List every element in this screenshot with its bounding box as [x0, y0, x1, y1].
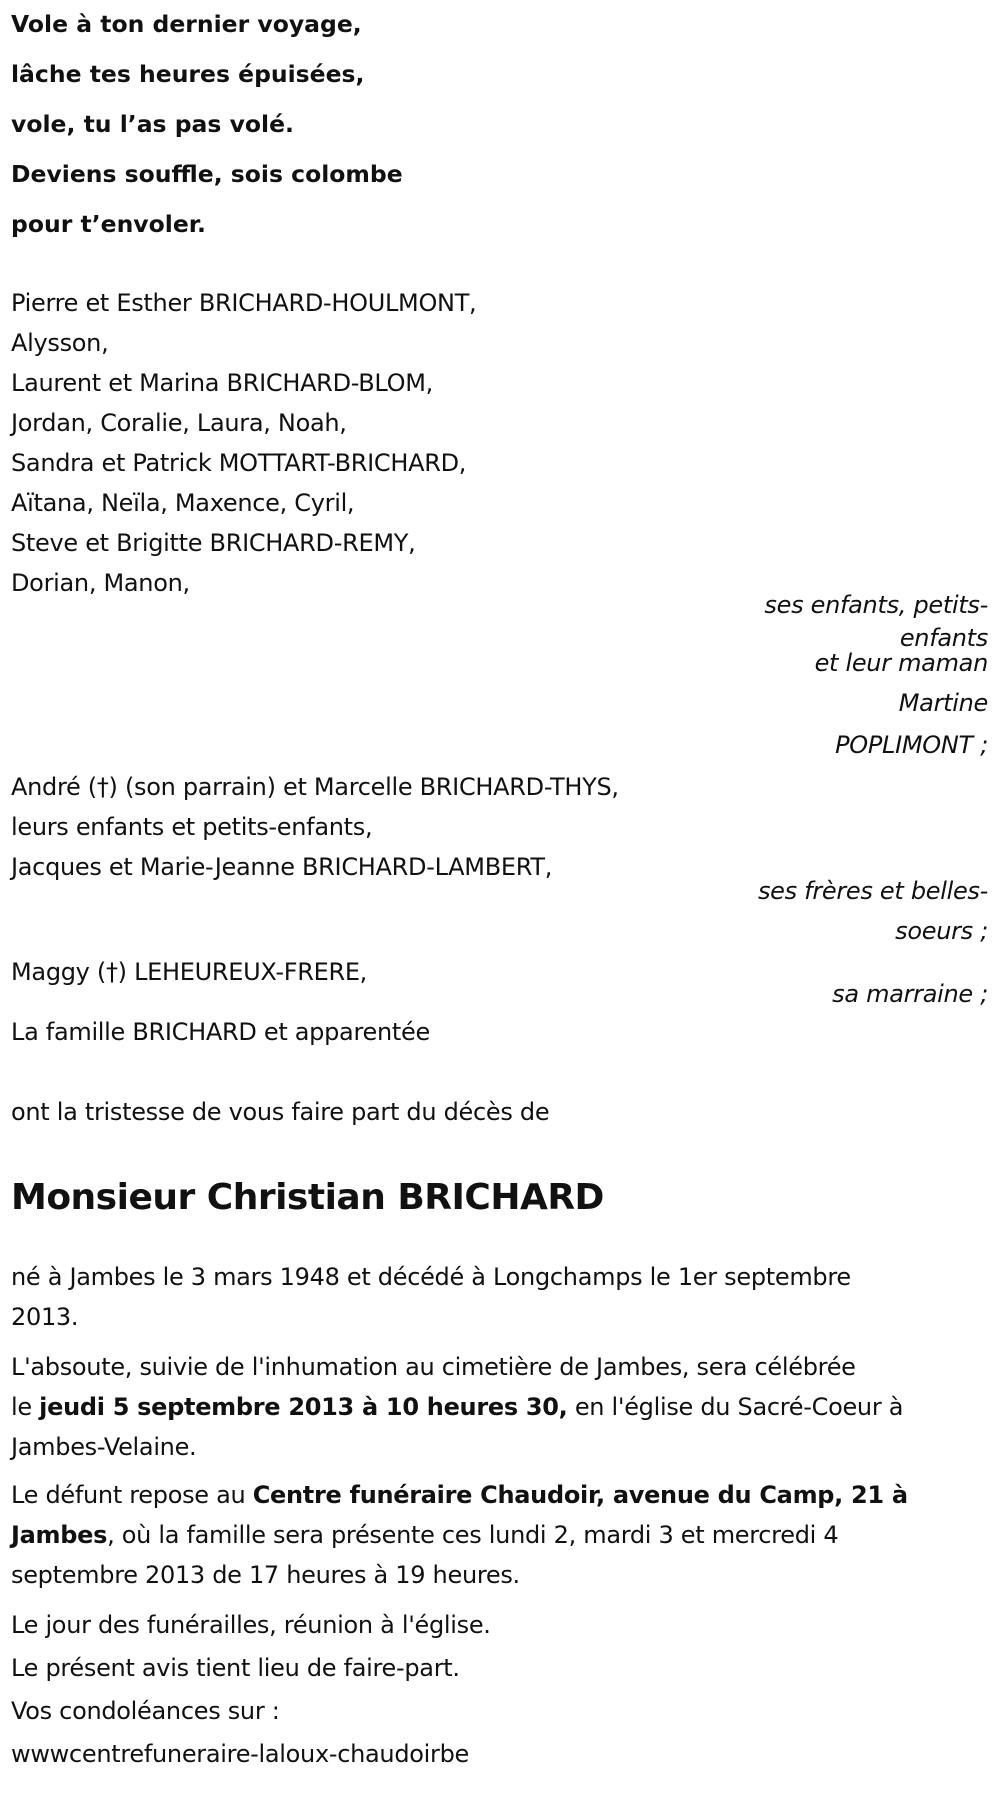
- paragraph-line: 2013.: [11, 1303, 79, 1331]
- relation-line: soeurs ;: [895, 917, 988, 945]
- notice-paragraph: Le présent avis tient lieu de faire-part.: [11, 1654, 460, 1682]
- funeral-day-paragraph: Le jour des funérailles, réunion à l'église.: [11, 1611, 491, 1639]
- relation-line: enfants: [899, 624, 988, 652]
- family-line: Maggy (†) LEHEUREUX-FRERE,: [11, 958, 368, 986]
- family-line: leurs enfants et petits-enfants,: [11, 813, 373, 841]
- family-line: Jacques et Marie-Jeanne BRICHARD-LAMBERT,: [11, 853, 553, 881]
- relation-line: sa marraine ;: [832, 980, 988, 1008]
- text: Le défunt repose au: [11, 1481, 253, 1509]
- family-line: Jordan, Coralie, Laura, Noah,: [11, 409, 347, 437]
- ceremony-datetime: jeudi 5 septembre 2013 à 10 heures 30,: [39, 1393, 568, 1421]
- repose-location: Jambes: [11, 1521, 108, 1549]
- family-line: Steve et Brigitte BRICHARD-REMY,: [11, 529, 416, 557]
- family-line: Pierre et Esther BRICHARD-HOULMONT,: [11, 289, 477, 317]
- announcement: ont la tristesse de vous faire part du décès de: [11, 1098, 550, 1126]
- poem-line: vole, tu l’as pas volé.: [11, 110, 294, 138]
- relation-line: ses enfants, petits-: [764, 591, 988, 619]
- family-line: Aïtana, Neïla, Maxence, Cyril,: [11, 489, 355, 517]
- family-line: Sandra et Patrick MOTTART-BRICHARD,: [11, 449, 467, 477]
- family-line: André (†) (son parrain) et Marcelle BRICHARD-THYS,: [11, 773, 619, 801]
- relation-line: POPLIMONT ;: [835, 731, 988, 759]
- paragraph-line: né à Jambes le 3 mars 1948 et décédé à Longchamps le 1er septembre: [11, 1263, 851, 1291]
- paragraph-line: Jambes-Velaine.: [11, 1433, 197, 1461]
- relation-line: ses frères et belles-: [757, 877, 988, 905]
- text: , où la famille sera présente ces lundi 2, mardi 3 et mercredi 4: [107, 1521, 839, 1549]
- relation-line: et leur maman: [814, 649, 988, 677]
- poem-line: Vole à ton dernier voyage,: [11, 10, 362, 38]
- paragraph-line: L'absoute, suivie de l'inhumation au cimetière de Jambes, sera célébrée: [11, 1353, 856, 1381]
- poem-line: lâche tes heures épuisées,: [11, 60, 365, 88]
- paragraph-line: septembre 2013 de 17 heures à 19 heures.: [11, 1561, 520, 1589]
- poem-line: pour t’envoler.: [11, 210, 206, 238]
- relation-line: Martine: [898, 689, 988, 717]
- repose-location: Centre funéraire Chaudoir, avenue du Camp, 21 à: [252, 1481, 908, 1509]
- paragraph-line: [11, 1480, 908, 1510]
- family-extended: La famille BRICHARD et apparentée: [11, 1018, 430, 1046]
- text: en l'église du Sacré-Coeur à: [567, 1393, 904, 1421]
- paragraph-line: [11, 1520, 838, 1550]
- family-line: Alysson,: [11, 329, 109, 357]
- text: le: [11, 1393, 40, 1421]
- condolences-url[interactable]: wwwcentrefuneraire-laloux-chaudoirbe: [11, 1740, 469, 1768]
- deceased-name: Monsieur Christian BRICHARD: [11, 1177, 604, 1218]
- condolences-label: Vos condoléances sur :: [11, 1697, 280, 1725]
- paragraph-line: [11, 1392, 903, 1422]
- family-line: Laurent et Marina BRICHARD-BLOM,: [11, 369, 433, 397]
- poem-line: Deviens souffle, sois colombe: [11, 160, 403, 188]
- family-line: Dorian, Manon,: [11, 569, 190, 597]
